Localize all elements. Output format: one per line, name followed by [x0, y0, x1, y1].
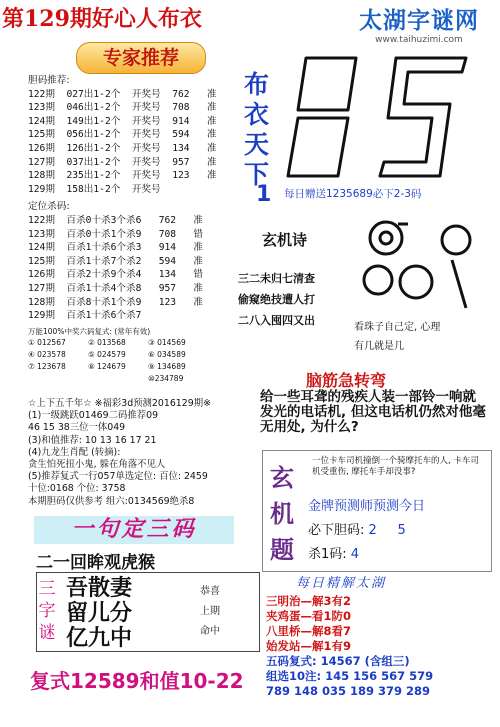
- list-item: 129期 158出1-2个 开奖号: [28, 183, 161, 195]
- xuanjiti-char: 题: [270, 535, 294, 564]
- poem-hint: [354, 318, 486, 356]
- riddle-line: 留儿分: [66, 600, 133, 626]
- gongxi-line: 命中: [200, 626, 220, 637]
- list-item: 128期 百杀8十杀1个杀9 123 准: [28, 296, 203, 308]
- list-item: 122期 027出1-2个 开奖号 762 准: [28, 88, 217, 100]
- gongxi-line: 上期: [200, 606, 220, 617]
- jiexi-line: 始发站—解1有9: [266, 639, 352, 653]
- zuxuan-line: 组选10注: 145 156 567 579: [266, 669, 434, 683]
- buyi-char: 布: [244, 70, 270, 99]
- poem-line: 偷窥绝技遭人打: [238, 293, 315, 306]
- number-one: 1: [256, 182, 272, 207]
- buyi-char: 衣: [244, 100, 270, 129]
- fushi-banner: 复式12589和值10-22: [30, 669, 244, 693]
- list-item: 124期 百杀1十杀6个杀3 914 准: [28, 242, 203, 254]
- wanneng-grid: [28, 337, 238, 385]
- xuanjiti-title: [266, 460, 298, 568]
- note-line: (3)和值推荐: 10 13 16 17 21: [28, 434, 157, 446]
- buyi-char: 天: [244, 130, 270, 159]
- list-item: 125期 百杀1十杀7个杀2 594 准: [28, 255, 203, 267]
- jiexi-results: [266, 594, 492, 699]
- list-item: 128期 235出1-2个 开奖号 123 准: [28, 170, 217, 182]
- xuanjiti-char: 玄: [270, 463, 294, 492]
- dingwei-list: [28, 214, 238, 323]
- list-item: ④ 023578: [28, 349, 66, 359]
- jiexi-line: 三明治—解3有2: [266, 594, 352, 608]
- gongxi-line: 恭喜: [200, 586, 220, 597]
- note-line: ☆上下五千年☆ ※福彩3d预测2016129期※: [28, 398, 211, 409]
- riddle-line: 吾散妻: [66, 575, 133, 601]
- buyi-title: [244, 70, 274, 190]
- poem-hint-line: 有几就是几: [354, 341, 404, 352]
- note-line: 46 15 38三位一体049: [28, 422, 126, 434]
- prediction-block: [308, 495, 488, 567]
- xuanjiti-text: 一位卡车司机撞倒一个骑摩托车的人, 卡车司机受重伤, 摩托车手却没事?: [312, 456, 479, 477]
- brand-url: www.taihuzimi.com: [375, 35, 463, 45]
- jiexi-title: 每日精解太湖: [296, 576, 387, 591]
- riddle-chars: [66, 576, 182, 651]
- danma-list: [28, 88, 238, 197]
- yiju-banner: 一句定三码: [34, 516, 234, 544]
- yiju-phrase: 二一回眸观虎猴: [36, 553, 155, 573]
- note-line: 十位:0168 个位: 3758: [28, 483, 126, 495]
- list-item: 123期 百杀0十杀1个杀9 708 错: [28, 228, 203, 240]
- list-item: 122期 百杀0十杀3个杀6 762 准: [28, 214, 203, 226]
- list-item: ⑥ 034589: [148, 349, 186, 359]
- list-item: 125期 056出1-2个 开奖号 594 准: [28, 129, 217, 141]
- list-item: 127期 037出1-2个 开奖号 957 准: [28, 156, 217, 168]
- list-item: ⑦ 123678: [28, 361, 66, 371]
- list-item: ② 013568: [88, 337, 126, 347]
- wanneng-title: 万能100%中奖六码复式: (常年有效): [28, 326, 151, 336]
- jiexi-line: 夹鸡蛋—看1防0: [266, 609, 352, 623]
- poem: [238, 268, 358, 331]
- dingwei-title: 定位杀码:: [28, 201, 70, 213]
- sanzi-label: 三字谜: [38, 579, 56, 643]
- list-item: ⑨ 134689 ⑩234789: [148, 361, 186, 383]
- expert-section: [28, 74, 238, 385]
- bidan-value: 2 5: [368, 523, 406, 538]
- jinpai-title: 金牌预测师预测今日: [308, 499, 426, 514]
- xuanjiti-char: 机: [270, 499, 294, 528]
- brand-name: 太湖字谜网: [359, 8, 479, 34]
- shama-label: 杀1码:: [308, 547, 347, 562]
- note-line: (4)九龙生肖配 (转摘):: [28, 446, 121, 458]
- zuxuan-line-2: 789 148 035 189 379 289: [266, 684, 431, 698]
- notes-section: [28, 398, 258, 508]
- poem-line: 二八入囤四又出: [238, 314, 315, 327]
- big-number: 85: [276, 48, 278, 49]
- expert-banner: 专家推荐: [76, 42, 206, 74]
- list-item: 123期 046出1-2个 开奖号 708 准: [28, 102, 217, 114]
- beads-icon: [356, 210, 486, 318]
- xuanji-title: 玄机诗: [262, 231, 308, 249]
- naojin-text: 给一些耳聋的残疾人装一部铃一响就发光的电话机, 但这电话机仍然对他毫无用处, 为什么?: [260, 389, 486, 435]
- riddle-line: 亿九中: [66, 625, 133, 651]
- note-line: (1)一级跳跃01469二码推荐09: [28, 410, 159, 422]
- big-number-graphic: [276, 48, 486, 188]
- shama-row: [308, 543, 488, 567]
- shama-value: 4: [350, 547, 360, 562]
- note-line: 本期胆码仅供参考 组六:0134569绝杀8: [28, 495, 195, 507]
- list-item: 126期 百杀2十杀9个杀4 134 错: [28, 269, 203, 281]
- brand-logo[interactable]: [344, 2, 494, 45]
- poem-hint-line: 看珠子自己定, 心理: [354, 322, 441, 333]
- bidan-label: 必下胆码:: [308, 523, 365, 538]
- list-item: ⑤ 024579: [88, 349, 126, 359]
- list-item: 124期 149出1-2个 开奖号 914 准: [28, 115, 217, 127]
- page-title: 第129期好心人布衣: [2, 6, 202, 32]
- naojin-title: 脑筋急转弯: [306, 371, 387, 390]
- wuma-line: 五码复式: 14567 (含组三): [266, 654, 410, 668]
- gongxi-note: [192, 582, 228, 642]
- poem-line: 三二未归七清查: [238, 272, 315, 285]
- jiexi-line: 八里桥—解8看7: [266, 624, 352, 638]
- list-item: 129期 百杀1十杀6个杀7: [28, 310, 142, 322]
- buyi-char: 下: [244, 160, 270, 189]
- list-item: ① 012567: [28, 337, 66, 347]
- note-line: (5)推荐复式一行057单选定位: 百位: 2459: [28, 471, 208, 483]
- list-item: 127期 百杀1十杀4个杀8 957 准: [28, 282, 203, 294]
- bidan-row: [308, 519, 488, 543]
- danma-title: 胆码推荐:: [28, 75, 70, 86]
- list-item: 126期 126出1-2个 开奖号 134 准: [28, 142, 217, 154]
- list-item: ③ 014569: [148, 337, 186, 347]
- list-item: ⑧ 124679: [88, 361, 126, 371]
- daily-gift: 每日赠送1235689必下2-3码: [284, 188, 422, 200]
- note-line: 贪生怕死扭小鬼, 躲在角落不见人: [28, 459, 166, 471]
